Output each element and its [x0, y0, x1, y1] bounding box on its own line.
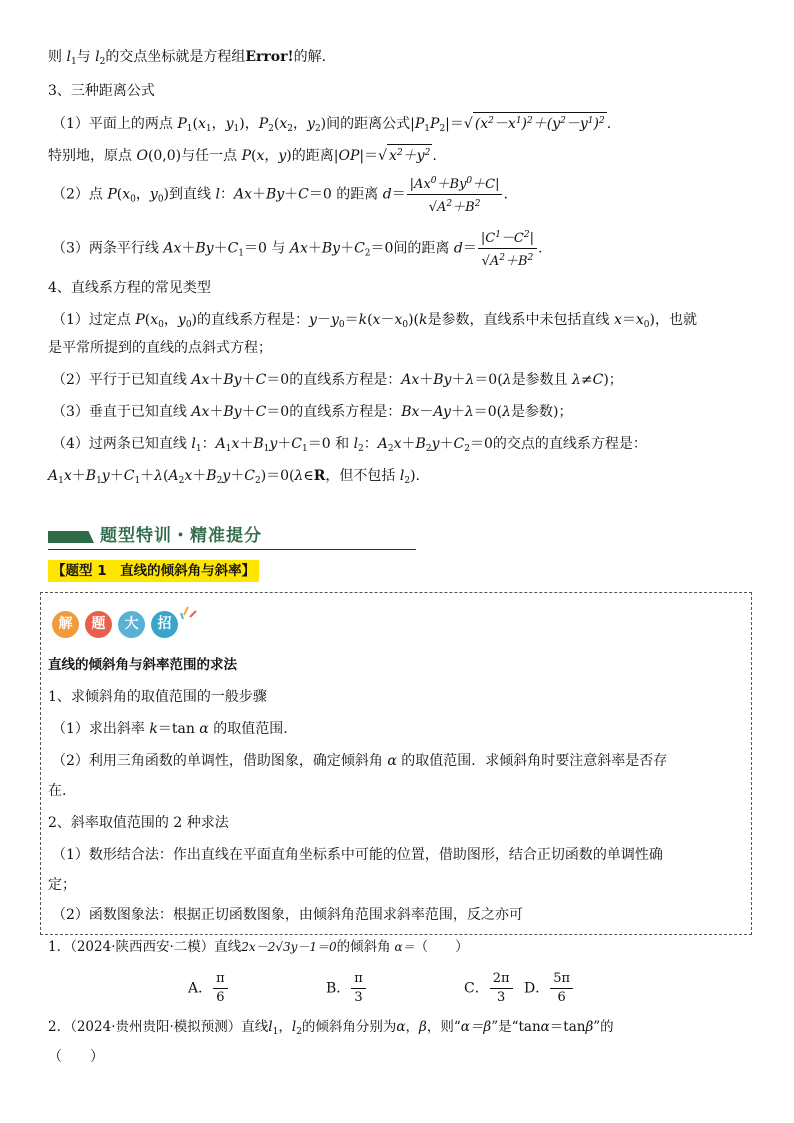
badge-char-1: 解: [52, 611, 79, 638]
badge-char-3: 大: [118, 611, 145, 638]
option-c[interactable]: C． $\frac{2\pi}{3}$: [464, 970, 514, 1007]
text-line-system-solution: 则 $l_1$与 $l_2$的交点坐标就是方程组Error!的解.: [48, 49, 327, 67]
type-label: 【题型 1 直线的倾斜角与斜率】: [48, 560, 259, 582]
section-title: 题型特训・精准提分: [100, 526, 262, 546]
box-step1-item1: （1）求出斜率 k＝tan α 的取值范围.: [52, 721, 288, 737]
box-step1-item2-cont: 在.: [48, 783, 67, 799]
text-two-point-distance: （1）平面上的两点 $P_1(x_1$，$y_1$)，$P_2(x_2$，$y_2$)间的距离公式$|P_1P_2|=√$ $(x^2-x^1)^2+(y^2-y^1)^2$ .: [52, 112, 611, 140]
box-step2-item1: （1）数形结合法：作出直线在平面直角坐标系中可能的位置，借助图形，结合正切函数的单调性确: [52, 847, 663, 863]
box-step2-item2: （2）函数图象法：根据正切函数图象，由倾斜角范围求斜率范围，反之亦可: [52, 907, 523, 923]
question-2: 2．（2024·贵州贵阳·模拟预测）直线$l_1$，$l_2$的倾斜角分别为α，β，则“α＝β”是“tanα＝tanβ”的: [48, 1019, 614, 1037]
text-perpendicular-system: （3）垂直于已知直线 Ax＋By＋C＝0的直线系方程是：Bx－Ay＋λ＝0(λ是参数)；: [52, 404, 573, 420]
text-parallel-lines-distance: （3）两条平行线 $Ax+By+C_1=0$ 与 $Ax+By+C_2=0$间的距离 d＝ $\frac{|C^1-C^2|}{√A^2+B^2}$ .: [52, 226, 542, 271]
text-intersection-system: （4）过两条已知直线 $l_1$：$A_1x+B_1y+C_1=0$ 和 $l_2$：$A_2x+B_2y+C_2=0$的交点的直线系方程是：: [52, 436, 647, 454]
box-step1-title: 1、求倾斜角的取值范围的一般步骤: [48, 689, 267, 705]
box-step2-title: 2、斜率取值范围的 2 种求法: [48, 815, 229, 831]
text-intersection-system-formula: $A_1x+B_1y+C_1+\lambda(A_2x+B_2y+C_2)=0(\lambda\in R$，但不包括 $l_2$).: [48, 468, 421, 486]
badge-char-4: 招: [151, 611, 178, 638]
sparkle-icon: [180, 601, 200, 621]
text-point-slope-note: 是平常所提到的直线的点斜式方程；: [48, 340, 272, 356]
text-point-line-distance: （2）点 $P(x_0$，$y_0$)到直线 l：Ax＋By＋C＝0 的距离 d＝ $\frac{|Ax^0+By^0+C|}{√A^2+B^2}$ .: [52, 172, 508, 217]
text-parallel-system: （2）平行于已知直线 Ax＋By＋C＝0的直线系方程是：Ax＋By＋λ＝0(λ是参数且 λ≠C)；: [52, 372, 623, 388]
text-origin-distance: 特别地，原点 O(0,0)与任一点 P(x，y)的距离|OP|＝√ $x^2+y^2$ .: [48, 144, 437, 167]
box-heading: 直线的倾斜角与斜率范围的求法: [48, 657, 237, 673]
option-a[interactable]: A． $\frac{\pi}{6}$: [188, 970, 229, 1007]
option-b[interactable]: B． $\frac{\pi}{3}$: [326, 970, 367, 1007]
badge-char-2: 题: [85, 611, 112, 638]
question-2-blank: （ ）: [48, 1049, 104, 1065]
heading-distance-formulas: 3、三种距离公式: [48, 83, 155, 99]
option-d[interactable]: D． $\frac{5\pi}{6}$: [524, 970, 574, 1007]
question-1: 1．（2024·陕西西安·二模）直线2x－2√3y－1＝0的倾斜角 α＝（ ）: [48, 939, 469, 955]
box-step1-item2: （2）利用三角函数的单调性，借助图象，确定倾斜角 α 的取值范围．求倾斜角时要注意斜率是否存: [52, 753, 668, 769]
solution-badge: [52, 603, 202, 643]
section-header: [48, 523, 416, 550]
section-bar-shape: [48, 531, 94, 543]
box-step2-item1-cont: 定；: [48, 877, 76, 893]
text-fixed-point-system: （1）过定点 $P(x_0$，$y_0$)的直线系方程是：$y-y_0=k(x-x_0)(k$是参数，直线系中未包括直线 $x=x_0$)，也就: [52, 312, 697, 330]
heading-line-system-types: 4、直线系方程的常见类型: [48, 280, 211, 296]
